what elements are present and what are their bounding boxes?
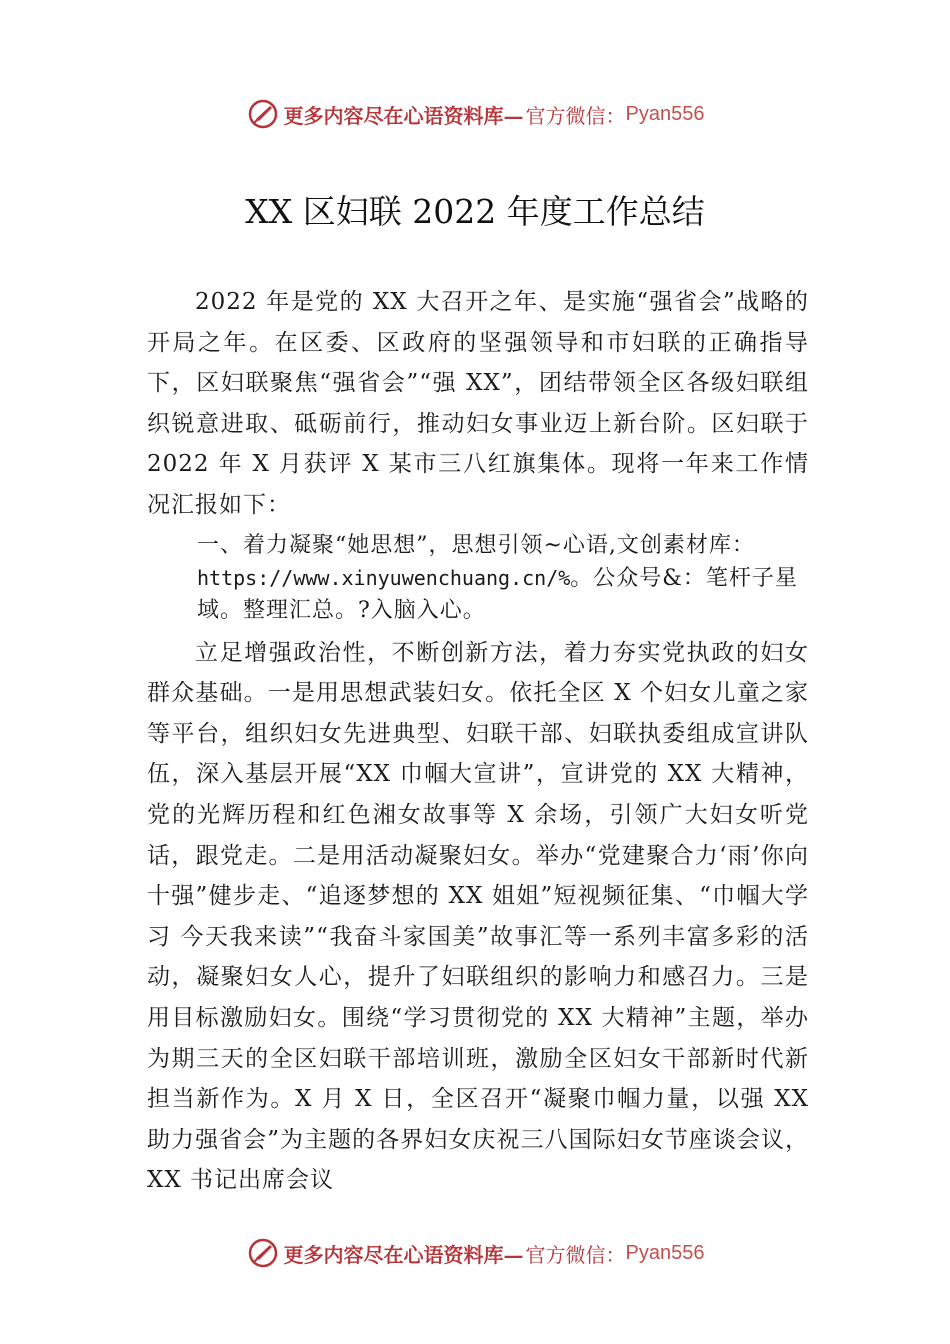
header-banner xyxy=(0,94,950,134)
wechat-id: Pyan556 xyxy=(625,102,705,125)
wechat-label: 官方微信： xyxy=(525,1242,626,1267)
section-heading-text: 一、着力凝聚“她思想”，思想引领~心语,文创素材库： xyxy=(197,532,755,558)
section-heading-tail: 。公众号&：笔杆子星域。整理汇总。?入脑入心。 xyxy=(197,565,798,623)
wechat-id: Pyan556 xyxy=(625,1241,705,1264)
brand-logo-icon xyxy=(246,1236,280,1270)
footer-banner xyxy=(0,1233,950,1273)
document-body xyxy=(147,282,809,1201)
wechat-label: 官方微信： xyxy=(525,103,626,128)
brand-logo-icon xyxy=(246,97,280,131)
intro-paragraph: 2022 年是党的 XX 大召开之年、是实施“强省会”战略的开局之年。在区委、区政府的坚强领导和市妇联的正确指导下，区妇联聚焦“强省会”“强 XX”，团结带领全区各级妇联组织锐意进取、砥砺前行，推动妇女事业迈上新台阶。区妇联于 2022 年 X 月获评 X 某市三八红旗集体。现将一年来工作情况汇报如下： xyxy=(147,289,809,518)
section-heading xyxy=(197,530,837,627)
section-body-paragraph: 立足增强政治性，不断创新方法，着力夯实党执政的妇女群众基础。一是用思想武装妇女。依托全区 X 个妇女儿童之家等平台，组织妇女先进典型、妇联干部、妇联执委组成宣讲队伍，深入基层开展“XX 巾帼大宣讲”，宣讲党的 XX 大精神，党的光辉历程和红色湘女故事等 X 余场，引领广大妇女听党话，跟党走。二是用活动凝聚妇女。举办“党建聚合力‘雨’你向十强”健步走、“追逐梦想的 XX 姐姐”短视频征集、“巾帼大学习 今天我来读”“我奋斗家国美”故事汇等一系列丰富多彩的活动，凝聚妇女人心，提升了妇联组织的影响力和感召力。三是用目标激励妇女。围绕“学习贯彻党的 XX 大精神”主题，举办为期三天的全区妇联干部培训班，激励全区妇女干部新时代新担当新作为。X 月 X 日，全区召开“凝聚巾帼力量，以强 XX 助力强省会”为主题的各界妇女庆祝三八国际妇女节座谈会议，XX 书记出席会议 xyxy=(147,639,809,1194)
banner-text: 更多内容尽在心语资料库— xyxy=(283,103,524,128)
banner-text: 更多内容尽在心语资料库— xyxy=(283,1242,524,1267)
source-url: https://www.xinyuwenchuang.cn/% xyxy=(197,565,571,590)
document-title: XX 区妇联 2022 年度工作总结 xyxy=(245,192,705,231)
